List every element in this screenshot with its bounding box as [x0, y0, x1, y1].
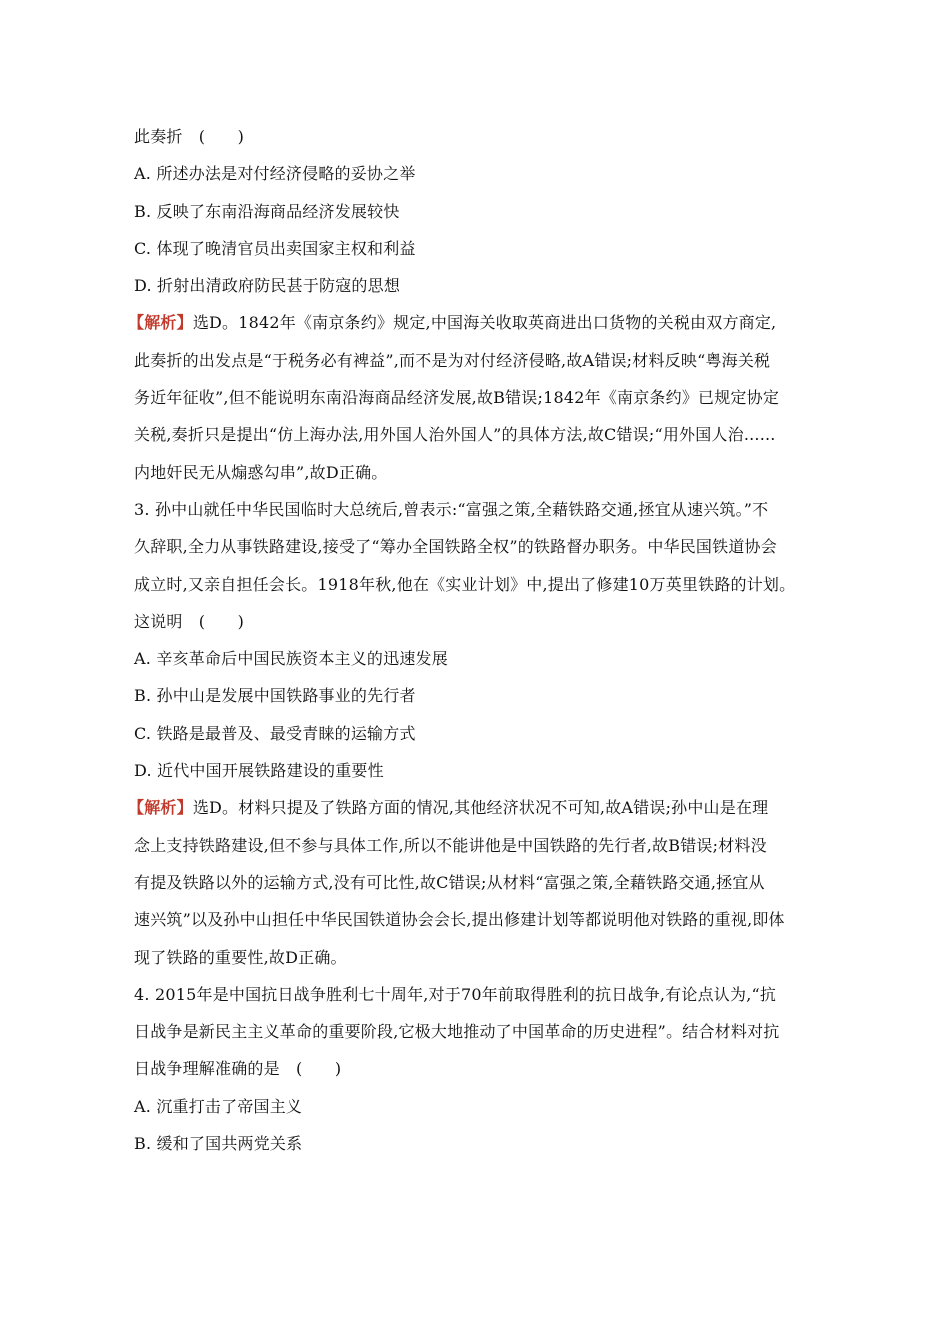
question-2-option-a: A. 所述办法是对付经济侵略的妥协之举: [134, 164, 416, 184]
page-content: [128, 118, 824, 1162]
question-3-analysis-line-5: 现了铁路的重要性,故D正确。: [134, 947, 347, 967]
question-2-option-d: D. 折射出清政府防民甚于防寇的思想: [134, 276, 401, 296]
question-2-analysis-line-5: 内地奸民无从煽惑勾串”,故D正确。: [134, 462, 388, 482]
question-3-option-a: A. 辛亥革命后中国民族资本主义的迅速发展: [134, 649, 448, 669]
question-3-analysis-line-2: 念上支持铁路建设,但不参与具体工作,所以不能讲他是中国铁路的先行者,故B错误;材料没: [134, 835, 767, 855]
question-4-stem-line-3: 日战争理解准确的是 ( ): [134, 1059, 342, 1079]
question-4-option-b: B. 缓和了国共两党关系: [134, 1134, 303, 1154]
question-3-stem-line-4: 这说明 ( ): [134, 611, 245, 631]
question-2-analysis-line-4: 关税,奏折只是提出“仿上海办法,用外国人治外国人”的具体方法,故C错误;“用外国人治......: [134, 425, 776, 445]
question-4-option-a: A. 沉重打击了帝国主义: [134, 1096, 303, 1116]
question-2-analysis-line-2: 此奏折的出发点是“于税务必有裨益”,而不是为对付经济侵略,故A错误;材料反映“粤海关税: [134, 350, 771, 370]
question-4-stem-line-1: 4. 2015年是中国抗日战争胜利七十周年,对于70年前取得胜利的抗日战争,有论点认为,“抗: [134, 984, 777, 1004]
question-3-analysis-line-1: [128, 789, 824, 826]
question-3-analysis-line-3: 有提及铁路以外的运输方式,没有可比性,故C错误;从材料“富强之策,全藉铁路交通,拯宜从: [134, 872, 765, 892]
analysis-text: 选D。1842年《南京条约》规定,中国海关收取英商进出口货物的关税由双方商定,: [192, 313, 777, 333]
question-2-option-c: C. 体现了晚清官员出卖国家主权和利益: [134, 238, 416, 258]
question-3-stem-line-1: 3. 孙中山就任中华民国临时大总统后,曾表示:“富强之策,全藉铁路交通,拯宜从速兴筑。”不: [134, 499, 769, 519]
question-3-option-b: B. 孙中山是发展中国铁路事业的先行者: [134, 686, 416, 706]
question-3-option-c: C. 铁路是最普及、最受青睐的运输方式: [134, 723, 416, 743]
analysis-tag: 【解析】: [128, 798, 193, 818]
question-2-option-b: B. 反映了东南沿海商品经济发展较快: [134, 201, 400, 221]
question-3-option-d: D. 近代中国开展铁路建设的重要性: [134, 761, 384, 781]
question-3-stem-line-3: 成立时,又亲自担任会长。1918年秋,他在《实业计划》中,提出了修建10万英里铁路的计划。: [134, 574, 796, 594]
question-3-analysis-line-4: 速兴筑”以及孙中山担任中华民国铁道协会会长,提出修建计划等都说明他对铁路的重视,即体: [134, 910, 785, 930]
question-3-stem-line-2: 久辞职,全力从事铁路建设,接受了“筹办全国铁路全权”的铁路督办职务。中华民国铁道协会: [134, 537, 777, 557]
analysis-text: 选D。材料只提及了铁路方面的情况,其他经济状况不可知,故A错误;孙中山是在理: [192, 798, 769, 818]
question-2-analysis-line-1: [128, 304, 824, 341]
question-2-stem-tail: 此奏折 ( ): [134, 127, 245, 146]
question-4-stem-line-2: 日战争是新民主主义革命的重要阶段,它极大地推动了中国革命的历史进程”。结合材料对抗: [134, 1022, 780, 1042]
question-2-analysis-line-3: 务近年征收”,但不能说明东南沿海商品经济发展,故B错误;1842年《南京条约》已规定协定: [134, 388, 780, 408]
analysis-tag: 【解析】: [128, 313, 193, 333]
